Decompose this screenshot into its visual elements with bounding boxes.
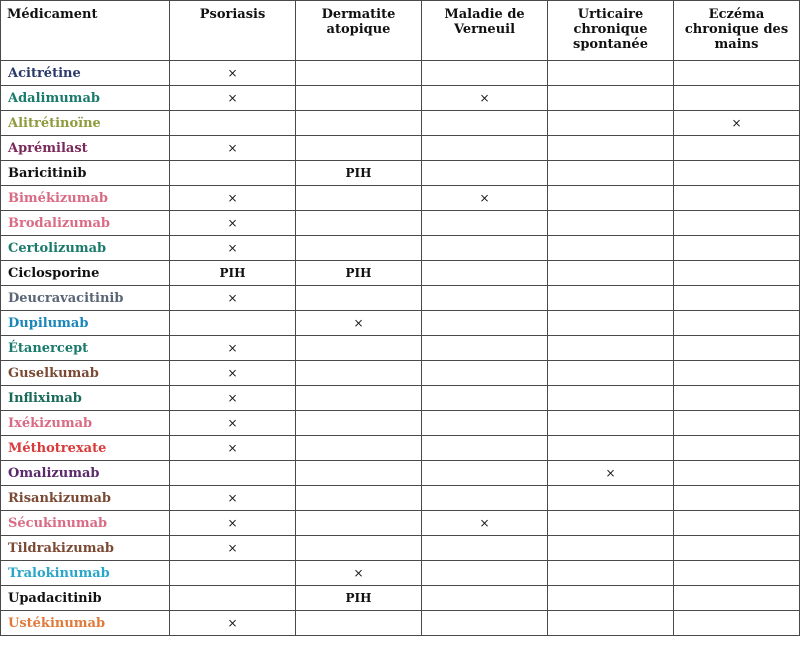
indication-cell bbox=[422, 111, 548, 136]
drug-name: Ustékinumab bbox=[1, 611, 170, 636]
indication-cell bbox=[674, 211, 800, 236]
table-row bbox=[1, 486, 800, 511]
indication-cell bbox=[296, 236, 422, 261]
indication-cell bbox=[296, 461, 422, 486]
indication-cell: × bbox=[422, 86, 548, 111]
drug-name: Infliximab bbox=[1, 386, 170, 411]
table-row bbox=[1, 61, 800, 86]
indication-cell: × bbox=[548, 461, 674, 486]
indication-cell bbox=[170, 561, 296, 586]
indication-cell bbox=[170, 461, 296, 486]
table-row bbox=[1, 261, 800, 286]
indication-cell bbox=[674, 236, 800, 261]
table-row bbox=[1, 86, 800, 111]
indication-cell bbox=[548, 161, 674, 186]
indication-cell bbox=[296, 486, 422, 511]
indication-cell bbox=[548, 611, 674, 636]
indication-cell: × bbox=[170, 236, 296, 261]
indication-cell bbox=[422, 586, 548, 611]
indication-cell bbox=[674, 286, 800, 311]
table-row bbox=[1, 411, 800, 436]
indication-cell bbox=[422, 136, 548, 161]
indication-cell bbox=[422, 561, 548, 586]
drug-name: Alitrétinoïne bbox=[1, 111, 170, 136]
indication-cell bbox=[548, 186, 674, 211]
indication-cell bbox=[674, 461, 800, 486]
indication-cell bbox=[548, 261, 674, 286]
table-row bbox=[1, 136, 800, 161]
indication-cell bbox=[422, 461, 548, 486]
indication-cell bbox=[422, 436, 548, 461]
drug-name: Aprémilast bbox=[1, 136, 170, 161]
indication-cell bbox=[296, 436, 422, 461]
table-row bbox=[1, 561, 800, 586]
indication-cell bbox=[548, 586, 674, 611]
indication-cell: × bbox=[170, 411, 296, 436]
indication-cell bbox=[296, 286, 422, 311]
indication-cell bbox=[674, 86, 800, 111]
indication-cell bbox=[548, 286, 674, 311]
header-maladie-de-verneuil: Maladie de Verneuil bbox=[422, 1, 548, 61]
indication-cell bbox=[674, 61, 800, 86]
table-row bbox=[1, 611, 800, 636]
header-row bbox=[1, 1, 800, 61]
indication-cell bbox=[422, 261, 548, 286]
indication-cell bbox=[548, 61, 674, 86]
drug-name: Bimékizumab bbox=[1, 186, 170, 211]
indication-cell bbox=[422, 236, 548, 261]
indication-cell: × bbox=[170, 86, 296, 111]
indication-cell bbox=[674, 411, 800, 436]
indication-cell bbox=[548, 86, 674, 111]
drug-name: Dupilumab bbox=[1, 311, 170, 336]
table-row bbox=[1, 461, 800, 486]
indication-cell: × bbox=[170, 186, 296, 211]
drug-name: Ixékizumab bbox=[1, 411, 170, 436]
indication-cell: × bbox=[170, 361, 296, 386]
drug-name: Tralokinumab bbox=[1, 561, 170, 586]
indication-cell bbox=[170, 111, 296, 136]
indication-cell bbox=[296, 111, 422, 136]
table-row bbox=[1, 436, 800, 461]
drug-name: Brodalizumab bbox=[1, 211, 170, 236]
drug-name: Ciclosporine bbox=[1, 261, 170, 286]
table-row bbox=[1, 161, 800, 186]
table-row bbox=[1, 536, 800, 561]
indication-cell bbox=[674, 261, 800, 286]
table-row bbox=[1, 361, 800, 386]
indication-cell bbox=[296, 361, 422, 386]
indication-cell bbox=[548, 211, 674, 236]
indication-cell bbox=[674, 336, 800, 361]
indication-cell bbox=[296, 86, 422, 111]
indication-cell: × bbox=[170, 536, 296, 561]
header-urticaire: Urticaire chronique spontanée bbox=[548, 1, 674, 61]
header-eczema: Eczéma chronique des mains bbox=[674, 1, 800, 61]
indication-cell bbox=[296, 336, 422, 361]
indication-cell: × bbox=[170, 436, 296, 461]
indication-cell: PIH bbox=[296, 586, 422, 611]
indication-cell bbox=[674, 611, 800, 636]
table-row bbox=[1, 111, 800, 136]
indication-cell bbox=[296, 136, 422, 161]
indication-cell: PIH bbox=[296, 261, 422, 286]
indication-cell: × bbox=[170, 336, 296, 361]
indication-cell bbox=[422, 536, 548, 561]
drug-name: Guselkumab bbox=[1, 361, 170, 386]
indication-cell: × bbox=[296, 561, 422, 586]
drug-name: Sécukinumab bbox=[1, 511, 170, 536]
table-body bbox=[1, 61, 800, 636]
indication-cell bbox=[296, 186, 422, 211]
indication-cell bbox=[674, 436, 800, 461]
table-row bbox=[1, 286, 800, 311]
drug-name: Méthotrexate bbox=[1, 436, 170, 461]
indication-cell bbox=[548, 336, 674, 361]
indication-cell bbox=[422, 611, 548, 636]
table-row bbox=[1, 311, 800, 336]
indication-cell bbox=[422, 336, 548, 361]
indication-cell bbox=[674, 311, 800, 336]
table-row bbox=[1, 336, 800, 361]
indication-cell bbox=[422, 361, 548, 386]
drug-name: Tildrakizumab bbox=[1, 536, 170, 561]
drug-name: Risankizumab bbox=[1, 486, 170, 511]
indication-cell bbox=[170, 586, 296, 611]
indication-cell: × bbox=[170, 211, 296, 236]
indication-cell bbox=[296, 61, 422, 86]
indication-cell bbox=[674, 486, 800, 511]
indication-cell bbox=[170, 161, 296, 186]
indication-cell bbox=[296, 386, 422, 411]
indication-cell: × bbox=[170, 136, 296, 161]
indication-cell: × bbox=[674, 111, 800, 136]
indication-cell bbox=[548, 411, 674, 436]
indication-cell bbox=[674, 511, 800, 536]
indication-cell bbox=[548, 486, 674, 511]
drug-name: Adalimumab bbox=[1, 86, 170, 111]
indication-cell: × bbox=[170, 286, 296, 311]
indication-cell bbox=[422, 61, 548, 86]
indication-cell bbox=[296, 511, 422, 536]
indication-cell: PIH bbox=[170, 261, 296, 286]
indication-cell: × bbox=[170, 386, 296, 411]
table-row bbox=[1, 186, 800, 211]
drug-name: Deucravacitinib bbox=[1, 286, 170, 311]
indication-cell: × bbox=[170, 486, 296, 511]
table-row bbox=[1, 511, 800, 536]
indication-cell bbox=[422, 486, 548, 511]
indication-cell bbox=[674, 561, 800, 586]
indication-cell bbox=[548, 136, 674, 161]
table-row bbox=[1, 386, 800, 411]
indication-cell: × bbox=[170, 61, 296, 86]
indication-cell bbox=[674, 186, 800, 211]
header-dermatite-atopique: Dermatite atopique bbox=[296, 1, 422, 61]
drug-name: Certolizumab bbox=[1, 236, 170, 261]
indication-cell bbox=[548, 386, 674, 411]
indication-cell bbox=[674, 136, 800, 161]
indication-cell bbox=[548, 436, 674, 461]
indication-cell bbox=[296, 411, 422, 436]
drug-name: Baricitinib bbox=[1, 161, 170, 186]
indication-cell: × bbox=[170, 511, 296, 536]
table-row bbox=[1, 586, 800, 611]
indication-cell bbox=[422, 211, 548, 236]
indication-cell bbox=[296, 536, 422, 561]
indication-cell bbox=[548, 511, 674, 536]
indication-cell bbox=[548, 361, 674, 386]
indication-cell bbox=[296, 611, 422, 636]
drug-name: Omalizumab bbox=[1, 461, 170, 486]
drug-name: Acitrétine bbox=[1, 61, 170, 86]
table-row bbox=[1, 211, 800, 236]
indication-cell: × bbox=[296, 311, 422, 336]
indication-cell bbox=[548, 111, 674, 136]
indication-cell bbox=[674, 536, 800, 561]
header-psoriasis: Psoriasis bbox=[170, 1, 296, 61]
indication-cell: × bbox=[422, 186, 548, 211]
indication-cell bbox=[548, 236, 674, 261]
indication-cell bbox=[422, 386, 548, 411]
indication-cell bbox=[674, 361, 800, 386]
indication-cell bbox=[548, 536, 674, 561]
indication-cell bbox=[548, 311, 674, 336]
drug-name: Étanercept bbox=[1, 336, 170, 361]
indication-cell bbox=[674, 161, 800, 186]
indication-cell bbox=[422, 411, 548, 436]
indication-cell bbox=[422, 311, 548, 336]
indication-cell bbox=[422, 286, 548, 311]
indication-cell: × bbox=[170, 611, 296, 636]
indication-cell: PIH bbox=[296, 161, 422, 186]
indication-cell: × bbox=[422, 511, 548, 536]
indication-cell bbox=[674, 586, 800, 611]
drug-name: Upadacitinib bbox=[1, 586, 170, 611]
indication-cell bbox=[422, 161, 548, 186]
indication-cell bbox=[296, 211, 422, 236]
table-row bbox=[1, 236, 800, 261]
indication-cell bbox=[674, 386, 800, 411]
indication-cell bbox=[548, 561, 674, 586]
indication-cell bbox=[170, 311, 296, 336]
header-medicament: Médicament bbox=[1, 1, 170, 61]
